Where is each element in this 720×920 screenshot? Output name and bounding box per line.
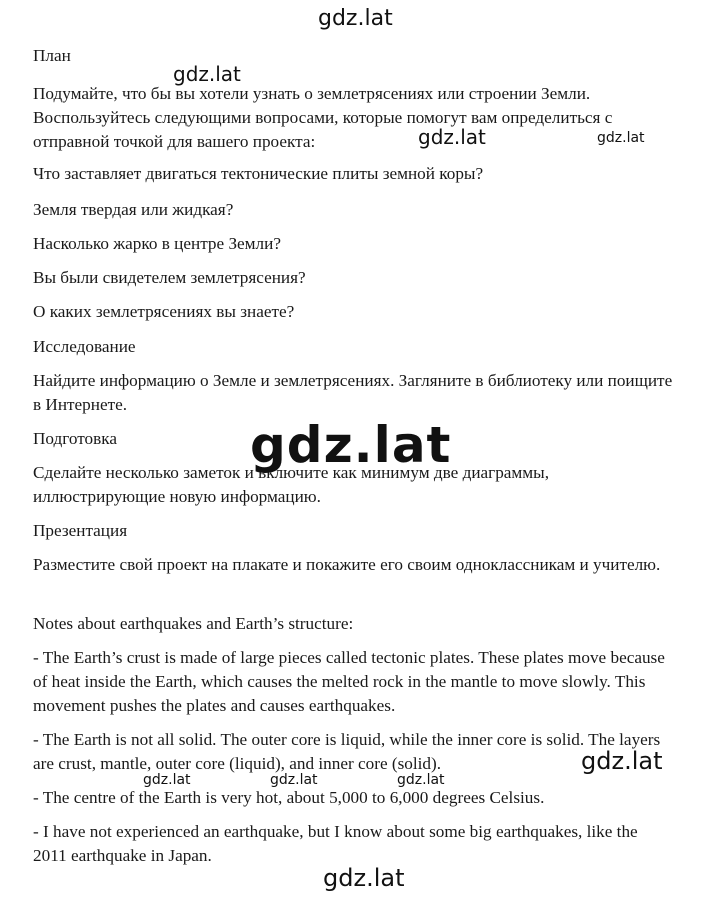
plan-paragraph: Подумайте, что бы вы хотели узнать о землетрясениях или строении Земли. Воспользуйтесь следующими вопросами, которые помогут вам определиться с отправной точкой для вашего проекта: bbox=[33, 84, 613, 151]
note-2: - The Earth is not all solid. The outer core is liquid, while the inner core is solid. The layers are crust, mantle, outer core (liquid), and inner core (solid). bbox=[33, 730, 661, 773]
note-3: - The centre of the Earth is very hot, about 5,000 to 6,000 degrees Celsius. bbox=[33, 788, 545, 807]
heading-preparation: Подготовка bbox=[33, 429, 117, 448]
watermark-bottom: gdz.lat bbox=[323, 864, 405, 892]
question-3: Насколько жарко в центре Земли? bbox=[33, 234, 281, 253]
preparation-paragraph: Сделайте несколько заметок и включите как минимум две диаграммы, иллюстрирующие новую информацию. bbox=[33, 463, 550, 506]
note-4: - I have not experienced an earthquake, but I know about some big earthquakes, like the 2011 earthquake in Japan. bbox=[33, 822, 638, 865]
notes-title: Notes about earthquakes and Earth’s structure: bbox=[33, 614, 354, 633]
watermark-tiny-right: gdz.lat bbox=[597, 130, 645, 146]
watermark-tiny-1: gdz.lat bbox=[143, 772, 191, 788]
watermark-large: gdz.lat bbox=[250, 416, 452, 474]
watermark-mid: gdz.lat bbox=[418, 125, 486, 149]
watermark-right: gdz.lat bbox=[581, 747, 663, 775]
note-1: - The Earth’s crust is made of large pieces called tectonic plates. These plates move because of heat inside the Earth, which causes the melted rock in the mantle to move slowly. This movement pushes the plates and causes earthquakes. bbox=[33, 648, 665, 715]
question-4: Вы были свидетелем землетрясения? bbox=[33, 268, 306, 287]
question-5: О каких землетрясениях вы знаете? bbox=[33, 302, 295, 321]
heading-presentation: Презентация bbox=[33, 521, 128, 540]
watermark-top: gdz.lat bbox=[318, 6, 393, 31]
heading-plan: План bbox=[33, 46, 71, 65]
watermark-tiny-2: gdz.lat bbox=[270, 772, 318, 788]
watermark-tiny-3: gdz.lat bbox=[397, 772, 445, 788]
research-paragraph: Найдите информацию о Земле и землетрясениях. Загляните в библиотеку или поищите в Интернете. bbox=[33, 371, 673, 414]
question-2: Земля твердая или жидкая? bbox=[33, 200, 234, 219]
question-1: Что заставляет двигаться тектонические плиты земной коры? bbox=[33, 164, 484, 183]
heading-research: Исследование bbox=[33, 337, 136, 356]
presentation-paragraph: Разместите свой проект на плакате и покажите его своим одноклассникам и учителю. bbox=[33, 555, 661, 574]
watermark-small: gdz.lat bbox=[173, 62, 241, 86]
